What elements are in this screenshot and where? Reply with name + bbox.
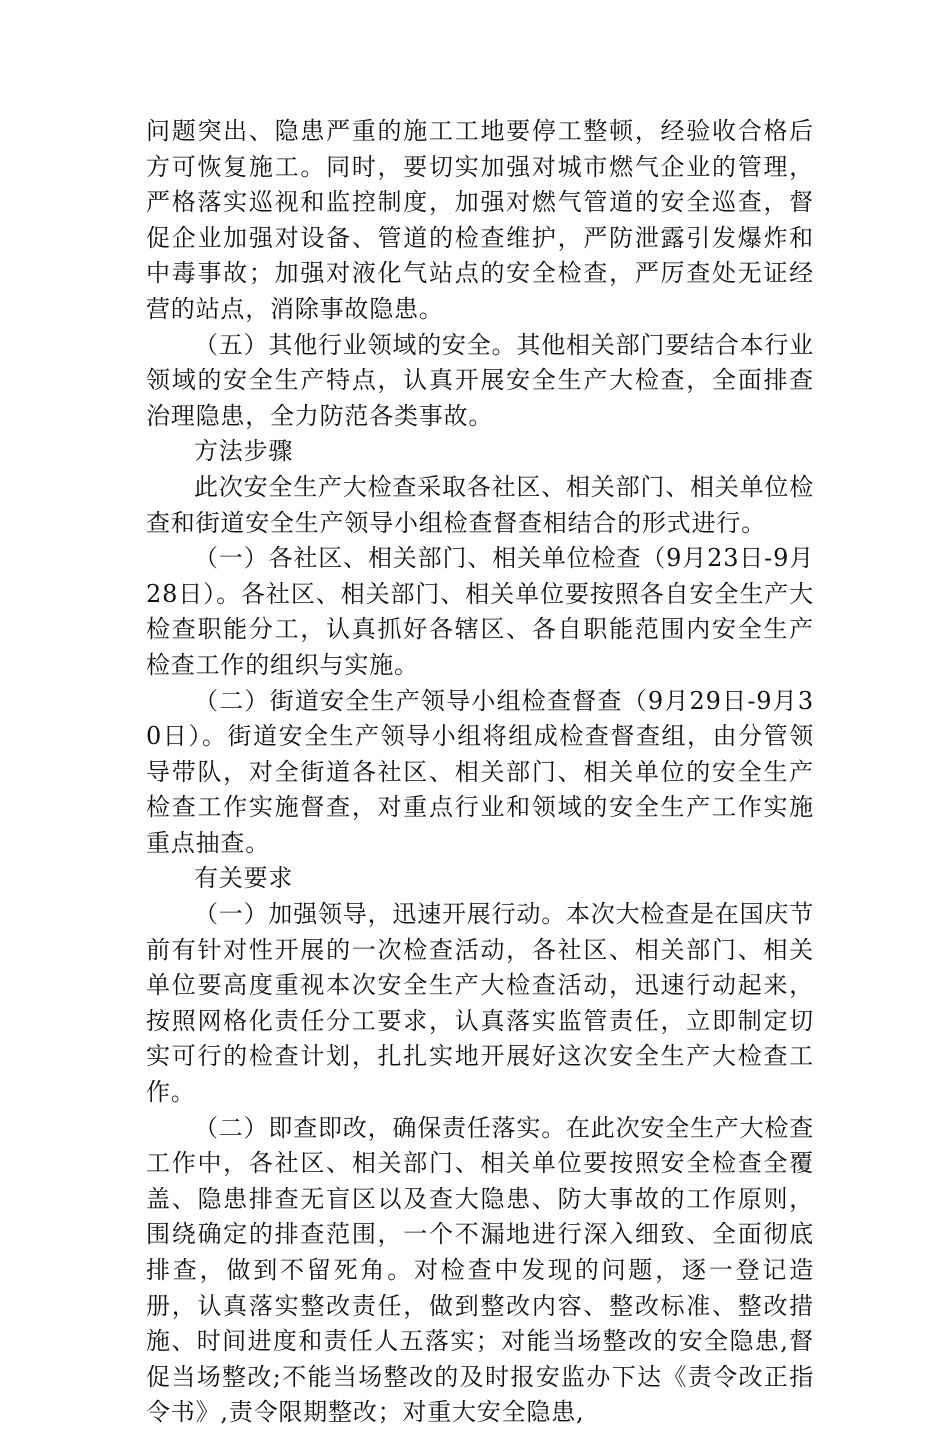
paragraph-requirement-one: （一）加强领导，迅速开展行动。本次大检查是在国庆节前有针对性开展的一次检查活动，各社区、相关部门、相关单位要高度重视本次安全生产大检查活动，迅速行动起来，按照网格化责任分工要求，认真落实监管责任，立即制定切实可行的检查计划，扎扎实地开展好这次安全生产大检查工作。 bbox=[146, 900, 814, 1107]
document-body bbox=[146, 114, 814, 1431]
paragraph-other-industries: （五）其他行业领域的安全。其他相关部门要结合本行业领域的安全生产特点，认真开展安全生产大检查，全面排查治理隐患，全力防范各类事故。 bbox=[146, 330, 814, 430]
paragraph-step-one: （一）各社区、相关部门、相关单位检查（9月23日-9月28日）。各社区、相关部门、相关单位要按照各自安全生产大检查职能分工，认真抓好各辖区、各自职能范围内安全生产检查工作的组织与实施。 bbox=[146, 544, 814, 679]
paragraph-step-two: （二）街道安全生产领导小组检查督查（9月29日-9月30日）。街道安全生产领导小组将组成检查督查组，由分管领导带队，对全街道各社区、相关部门、相关单位的安全生产检查工作实施督查，对重点行业和领域的安全生产工作实施重点抽查。 bbox=[146, 686, 814, 857]
paragraph-requirement-two: （二）即查即改，确保责任落实。在此次安全生产大检查工作中，各社区、相关部门、相关单位要按照安全检查全覆盖、隐患排查无盲区以及查大隐患、防大事故的工作原则，围绕确定的排查范围，一个不漏地进行深入细致、全面彻底排查，做到不留死角。对检查中发现的问题，逐一登记造册，认真落实整改责任，做到整改内容、整改标准、整改措施、时间进度和责任人五落实；对能当场整改的安全隐患,督促当场整改;不能当场整改的及时报安监办下达《责令改正指令书》,责令限期整改；对重大安全隐患, bbox=[146, 1113, 814, 1427]
paragraph-gas-safety-continued: 问题突出、隐患严重的施工工地要停工整顿，经验收合格后方可恢复施工。同时，要切实加强对城市燃气企业的管理，严格落实巡视和监控制度，加强对燃气管道的安全巡查，督促企业加强对设备、管道的检查维护，严防泄露引发爆炸和中毒事故；加强对液化气站点的安全检查，严厉查处无证经营的站点，消除事故隐患。 bbox=[146, 117, 814, 323]
section-heading-method-steps: 方法步骤 bbox=[194, 437, 294, 466]
paragraph-inspection-form: 此次安全生产大检查采取各社区、相关部门、相关单位检查和街道安全生产领导小组检查督查相结合的形式进行。 bbox=[146, 472, 814, 537]
section-heading-requirements: 有关要求 bbox=[194, 864, 294, 893]
